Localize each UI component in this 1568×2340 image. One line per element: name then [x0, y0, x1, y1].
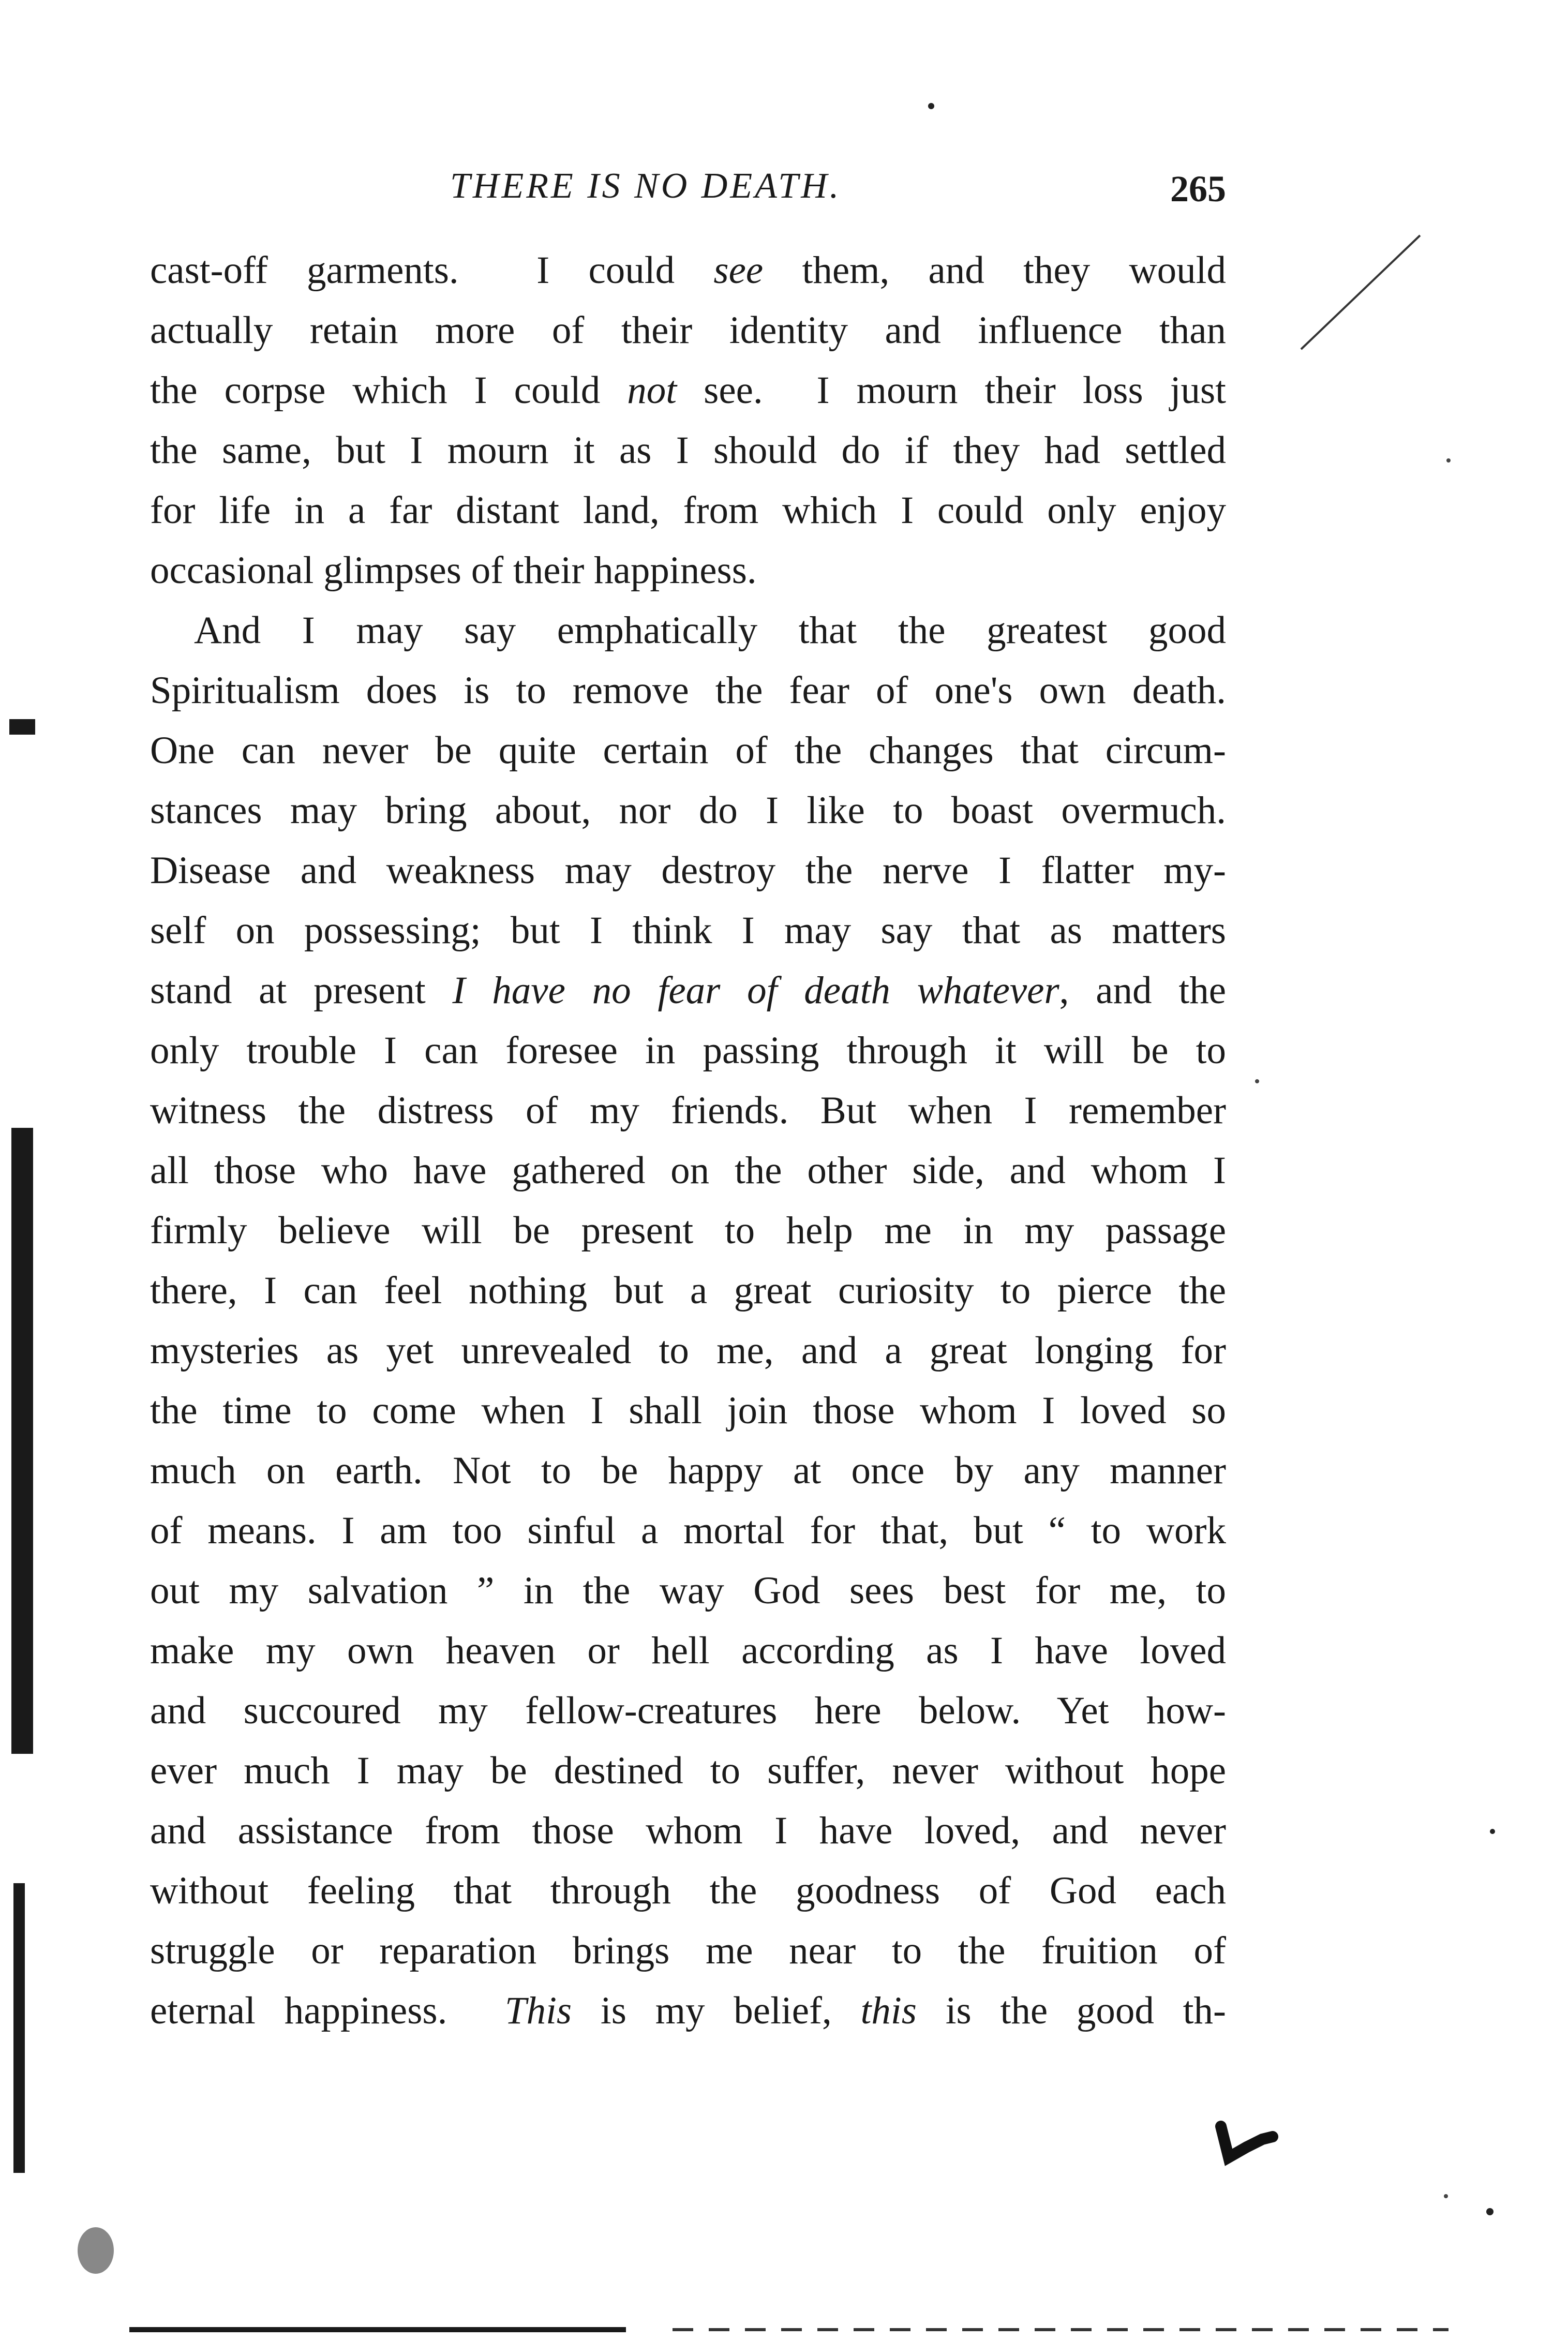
text-line: the corpse which I could not see. I mourn their loss just	[150, 369, 1226, 412]
page-number: 265	[1170, 168, 1226, 210]
text-line: Spiritualism does is to remove the fear of one's own death.	[150, 669, 1226, 712]
text-line: only trouble I can foresee in passing through it will be to	[150, 1029, 1226, 1072]
emphasis-this-1: This	[504, 1989, 572, 2032]
smudge	[78, 2227, 114, 2274]
emphasis-not: not	[627, 369, 677, 412]
text-line: the time to come when I shall join those whom I loved so	[150, 1389, 1226, 1432]
text-line: there, I can feel nothing but a great curiosity to pierce the	[150, 1269, 1226, 1312]
text-line: cast-off garments. I could see them, and they would	[150, 249, 1226, 292]
text-line: stand at present I have no fear of death whatever, and the	[150, 969, 1226, 1012]
text-line: and succoured my fellow-creatures here below. Yet how-	[150, 1689, 1226, 1732]
text-line: stances may bring about, nor do I like to boast overmuch.	[150, 789, 1226, 832]
text-line: firmly believe will be present to help me in my passage	[150, 1209, 1226, 1252]
text-line: self on possessing; but I think I may say that as matters	[150, 909, 1226, 952]
text-line: eternal happiness. This is my belief, this is the good th-	[150, 1989, 1226, 2032]
text-line: out my salvation ” in the way God sees best for me, to	[150, 1569, 1226, 1612]
text-line: And I may say emphatically that the greatest good	[194, 609, 1226, 652]
speck	[928, 103, 934, 109]
text-line: witness the distress of my friends. But when I remember	[150, 1089, 1226, 1132]
text-line: and assistance from those whom I have loved, and never	[150, 1809, 1226, 1852]
emphasis-see: see	[713, 249, 764, 292]
pencil-stroke	[1301, 235, 1420, 349]
text-line: struggle or reparation brings me near to the fruition of	[150, 1929, 1226, 1972]
text-line: make my own heaven or hell according as I have loved	[150, 1629, 1226, 1672]
bottom-rule	[129, 2327, 626, 2332]
speck	[1255, 1079, 1259, 1083]
ink-mark	[1221, 2126, 1273, 2157]
text-line: ever much I may be destined to suffer, never without hope	[150, 1749, 1226, 1792]
speck	[1486, 2208, 1494, 2215]
text-line: without feeling that through the goodness of God each	[150, 1869, 1226, 1912]
text-line: Disease and weakness may destroy the nerve I flatter my-	[150, 849, 1226, 892]
emphasis-no-fear: I have no fear of death whatever	[452, 969, 1059, 1012]
speck	[1444, 2194, 1448, 2198]
text-line: the same, but I mourn it as I should do if they had settled	[150, 429, 1226, 472]
text-line: One can never be quite certain of the changes that circum-	[150, 729, 1226, 772]
text-line: occasional glimpses of their happiness.	[150, 549, 757, 592]
text-line: for life in a far distant land, from which I could only enjoy	[150, 489, 1226, 532]
speck	[1490, 1829, 1495, 1834]
text-line: all those who have gathered on the other side, and whom I	[150, 1149, 1226, 1192]
text-line: mysteries as yet unrevealed to me, and a great longing for	[150, 1329, 1226, 1372]
text-line: much on earth. Not to be happy at once by any manner	[150, 1449, 1226, 1492]
running-title: THERE IS NO DEATH.	[450, 166, 842, 206]
emphasis-this-2: this	[860, 1989, 917, 2032]
text-line: actually retain more of their identity and influence than	[150, 309, 1226, 352]
bottom-rule-dashed	[673, 2328, 1448, 2331]
text-line: of means. I am too sinful a mortal for that, but “ to work	[150, 1509, 1226, 1552]
speck	[1446, 458, 1451, 463]
